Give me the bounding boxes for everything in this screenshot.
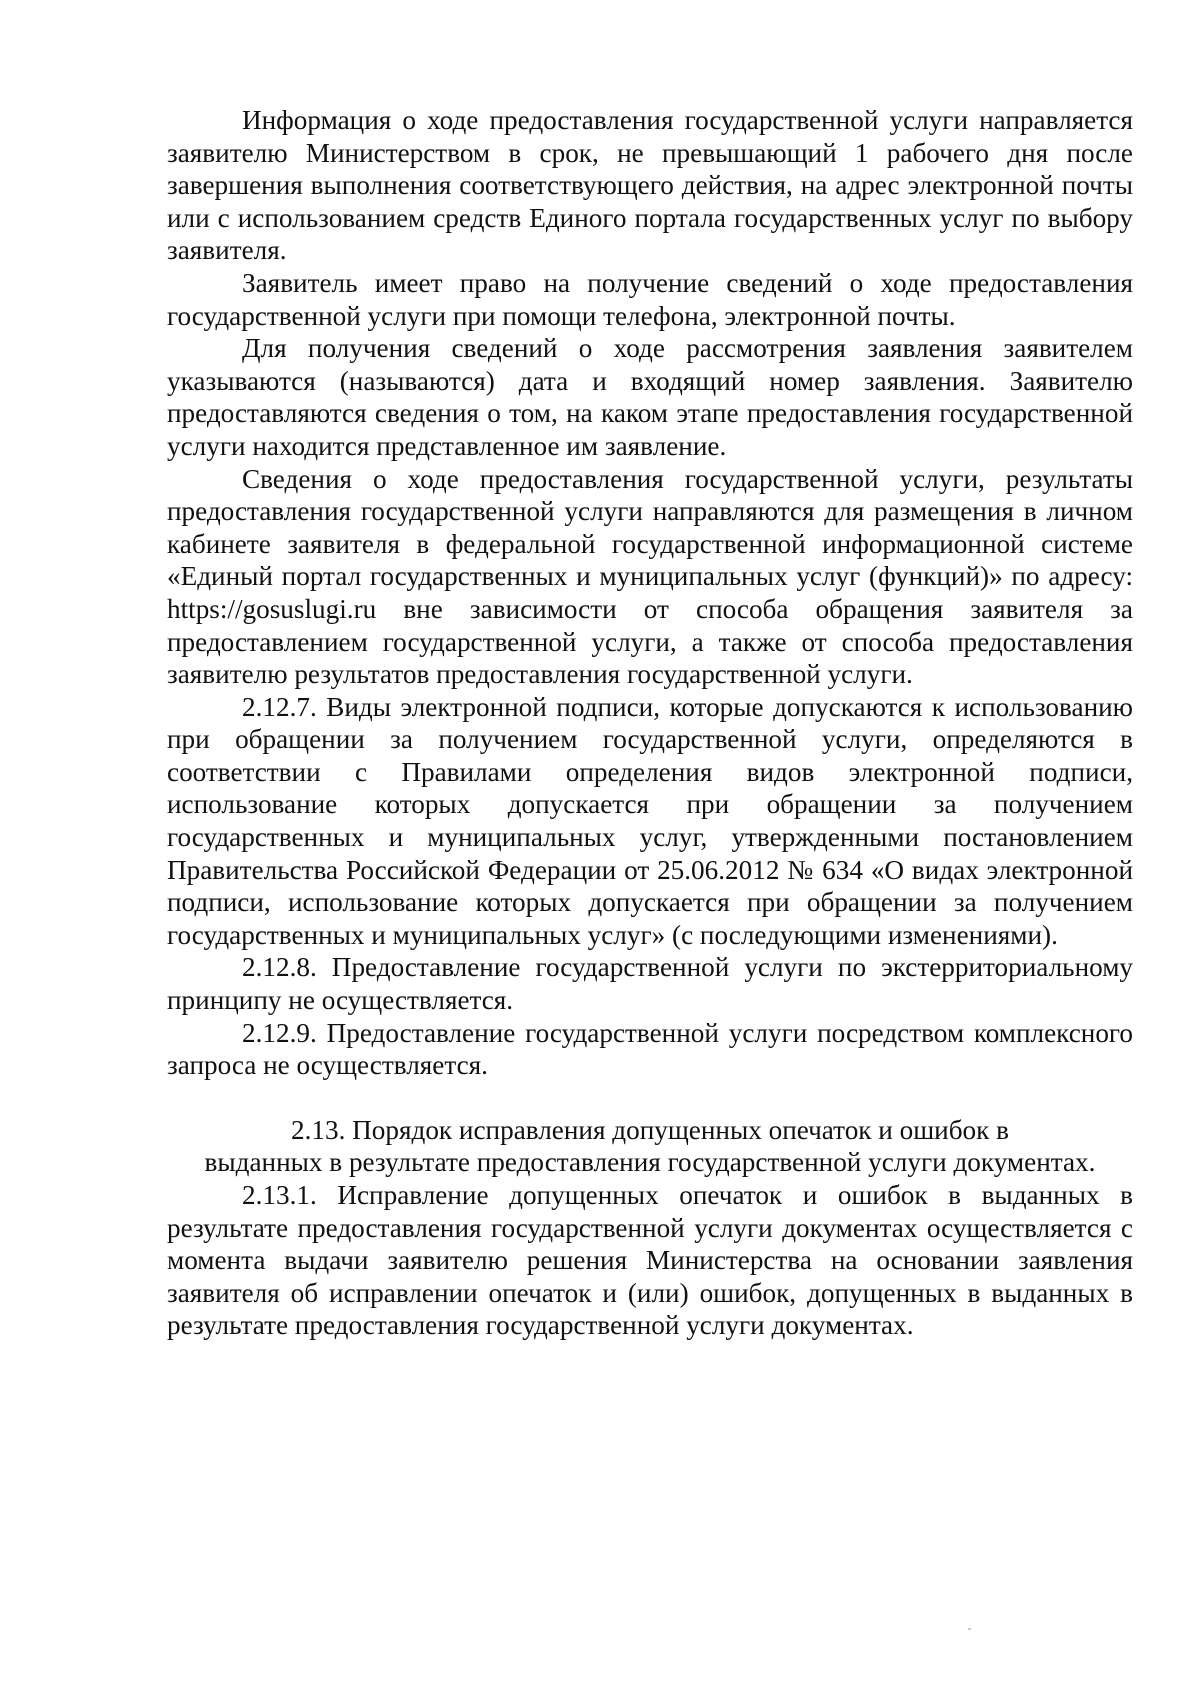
paragraph-2-12-7: 2.12.7. Виды электронной подписи, которые допускаются к использованию при обращении за получением государственной услуги, определяются в соответствии с Правилами определения видов электронной подписи, использование которых допускается при обращении за получением государственных и муниципальных услуг, утвержденными постановлением Правительства Российской Федерации от 25.06.2012 № 634 «О видах электронной подписи, использование которых допускается при обращении за получением государственных и муниципальных услуг» (с последующими изменениями). — [167, 691, 1133, 950]
document-body — [167, 104, 1133, 1342]
section-spacer — [167, 1082, 1133, 1114]
paragraph-info-terms: Информация о ходе предоставления государственной услуги направляется заявителю Министерством в срок, не превышающий 1 рабочего дня после завершения выполнения соответствующего действия, на адрес электронной почты или с использованием средств Единого портала государственных услуг по выбору заявителя. — [167, 105, 1133, 266]
scan-speck — [968, 1628, 971, 1630]
paragraph-portal-info: Сведения о ходе предоставления государственной услуги, результаты предоставления государственной услуги направляются для размещения в личном кабинете заявителя в федеральной государственной информационной системе «Единый портал государственных и муниципальных услуг (функций)» по адресу: https://gosuslugi.ru вне зависимости от способа обращения заявителя за предоставлением государственной услуги, а также от способа предоставления заявителю результатов предоставления государственной услуги. — [167, 463, 1133, 690]
paragraph-2-12-8: 2.12.8. Предоставление государственной услуги по экстерриториальному принципу не осуществляется. — [167, 952, 1133, 1016]
section-heading-2-13-line1: 2.13. Порядок исправления допущенных опечаток и ошибок в — [291, 1114, 1009, 1145]
paragraph-2-13-1: 2.13.1. Исправление допущенных опечаток и ошибок в выданных в результате предоставления государственной услуги документах осуществляется с момента выдачи заявителю решения Министерства на основании заявления заявителя об исправлении опечаток и (или) ошибок, допущенных в выданных в результате предоставления государственной услуги документах. — [167, 1180, 1133, 1341]
paragraph-request-status: Для получения сведений о ходе рассмотрения заявления заявителем указываются (называются) дата и входящий номер заявления. Заявителю предоставляются сведения о том, на каком этапе предоставления государственной услуги находится представленное им заявление. — [167, 333, 1133, 461]
paragraph-2-12-9: 2.12.9. Предоставление государственной услуги посредством комплексного запроса не осуществляется. — [167, 1017, 1133, 1081]
section-heading-2-13-line2: выданных в результате предоставления государственной услуги документах. — [204, 1147, 1096, 1178]
paragraph-applicant-rights: Заявитель имеет право на получение сведений о ходе предоставления государственной услуги при помощи телефона, электронной почты. — [167, 267, 1133, 331]
